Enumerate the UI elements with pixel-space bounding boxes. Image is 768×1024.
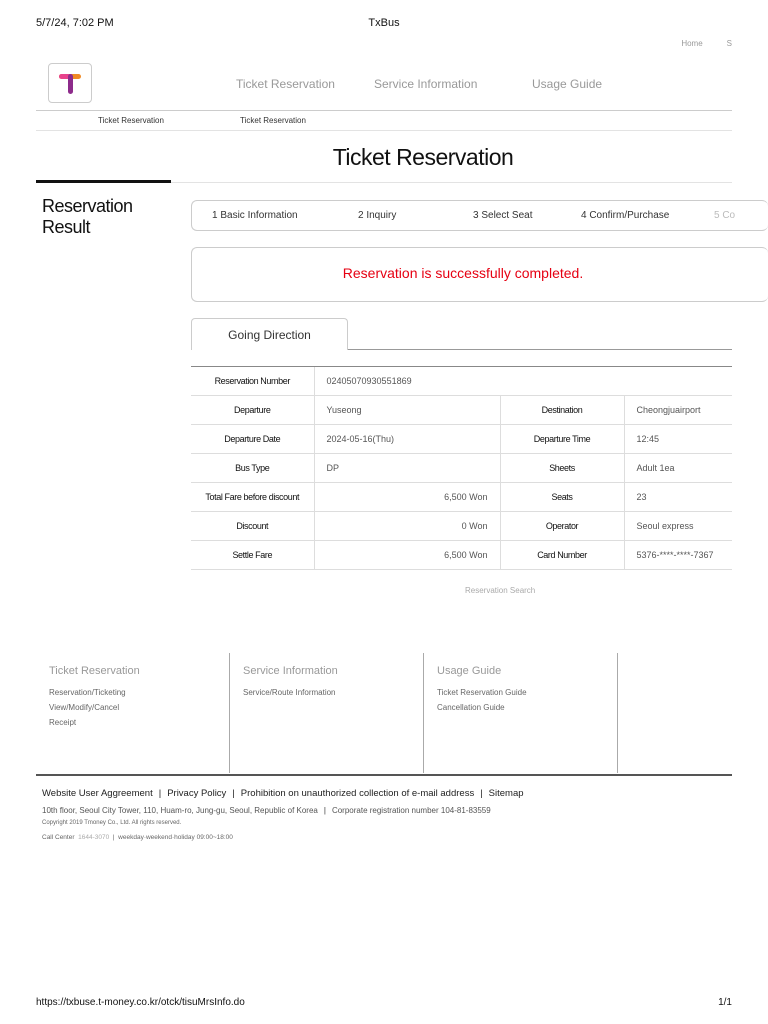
destination-label: Destination	[500, 396, 624, 425]
step-confirm-purchase: 4 Confirm/Purchase	[581, 210, 670, 221]
t-logo-icon	[56, 69, 84, 97]
divider	[36, 130, 732, 131]
table-row	[191, 541, 732, 570]
footer-column-title[interactable]: Service Information	[243, 665, 338, 677]
departure-time-value: 12:45	[624, 425, 732, 454]
reservation-number-label: Reservation Number	[191, 367, 314, 396]
sheets-label: Sheets	[500, 454, 624, 483]
page-number: 1/1	[718, 997, 732, 1008]
step-select-seat: 3 Select Seat	[473, 210, 533, 221]
util-link[interactable]: S	[726, 39, 732, 48]
footer-link[interactable]: Reservation/Ticketing	[49, 688, 126, 697]
breadcrumb-item[interactable]: Ticket Reservation	[98, 116, 164, 125]
side-title-line: Result	[42, 217, 91, 237]
home-link[interactable]: Home	[681, 39, 703, 48]
footer-column-service-information	[230, 653, 424, 773]
call-number: 1644-3070	[78, 834, 110, 841]
table-row	[191, 367, 732, 396]
operator-value: Seoul express	[624, 512, 732, 541]
side-title	[42, 196, 133, 238]
print-header	[36, 17, 732, 31]
breadcrumb-item[interactable]: Ticket Reservation	[240, 116, 306, 125]
settle-fare-label: Settle Fare	[191, 541, 314, 570]
footer-link[interactable]: Service/Route Information	[243, 688, 336, 697]
footer-column-usage-guide	[424, 653, 618, 773]
card-number-label: Card Number	[500, 541, 624, 570]
business-hours: weekday·weekend·holiday 09:00~18:00	[118, 834, 233, 841]
discount-label: Discount	[191, 512, 314, 541]
footer-link[interactable]: Receipt	[49, 718, 77, 727]
separator: |	[158, 788, 162, 799]
privacy-policy-link[interactable]: Privacy Policy	[167, 788, 227, 799]
table-row	[191, 512, 732, 541]
footer-link[interactable]: Ticket Reservation Guide	[437, 688, 527, 697]
success-message: Reservation is successfully completed.	[342, 265, 584, 281]
separator: |	[323, 806, 326, 815]
footer-column-ticket-reservation	[36, 653, 230, 773]
nav-service-information[interactable]: Service Information	[374, 77, 478, 91]
destination-value: Cheongjuairport	[624, 396, 732, 425]
main-nav	[236, 77, 602, 91]
departure-label: Departure	[191, 396, 314, 425]
reservation-search-link[interactable]: Reservation Search	[465, 586, 536, 595]
email-policy-link[interactable]: Prohibition on unauthorized collection of e-mail address	[240, 788, 475, 799]
footer-link[interactable]: Cancellation Guide	[437, 703, 505, 712]
call-label: Call Center	[42, 834, 75, 841]
call-center	[42, 834, 233, 841]
print-footer	[36, 997, 732, 1008]
seats-value: 23	[624, 483, 732, 512]
bus-type-label: Bus Type	[191, 454, 314, 483]
tab-underline	[348, 349, 732, 350]
page-title: Ticket Reservation	[332, 144, 514, 170]
sitemap-link[interactable]: Sitemap	[488, 788, 524, 799]
settle-fare-value: 6,500 Won	[314, 541, 500, 570]
card-number-value: 5376-****-****-7367	[624, 541, 732, 570]
tmoney-logo[interactable]	[48, 63, 92, 103]
departure-date-label: Departure Date	[191, 425, 314, 454]
tab-going-direction[interactable]: Going Direction	[191, 318, 348, 350]
separator: |	[111, 834, 117, 841]
step-complete: 5 Co	[714, 210, 736, 221]
table-row	[191, 425, 732, 454]
sheets-value: Adult 1ea	[624, 454, 732, 483]
breadcrumb	[98, 116, 306, 125]
result-message-box	[191, 247, 768, 302]
copyright: Copyright 2019 Tmoney Co., Ltd. All rights reserved.	[42, 820, 182, 826]
address-text: 10th floor, Seoul City Tower, 110, Huam-ro, Jung-gu, Seoul, Republic of Korea	[42, 806, 318, 815]
table-row	[191, 483, 732, 512]
side-title-bar	[36, 180, 171, 183]
step-inquiry: 2 Inquiry	[358, 210, 397, 221]
departure-time-label: Departure Time	[500, 425, 624, 454]
side-title-line: Reservation	[42, 196, 133, 216]
departure-value: Yuseong	[314, 396, 500, 425]
user-agreement-link[interactable]: Website User Aggreement	[42, 788, 153, 799]
divider	[36, 110, 732, 111]
policy-links	[42, 788, 524, 799]
operator-label: Operator	[500, 512, 624, 541]
bus-type-value: DP	[314, 454, 500, 483]
print-url: https://txbuse.t-money.co.kr/otck/tisuMrsInfo.do	[36, 997, 245, 1008]
utility-nav	[681, 39, 732, 48]
footer-link[interactable]: View/Modify/Cancel	[49, 703, 120, 712]
table-row	[191, 396, 732, 425]
footer-column-title[interactable]: Usage Guide	[437, 665, 502, 677]
nav-usage-guide[interactable]: Usage Guide	[532, 77, 603, 91]
separator: |	[232, 788, 235, 799]
table-row	[191, 454, 732, 483]
step-indicator	[191, 200, 768, 231]
footer-divider	[36, 774, 732, 776]
print-datetime: 5/7/24, 7:02 PM	[36, 17, 114, 29]
reservation-number: 02405070930551869	[314, 367, 732, 396]
departure-date-value: 2024-05-16(Thu)	[314, 425, 500, 454]
corp-registration: Corporate registration number 104-81-83559	[331, 806, 491, 815]
print-title: TxBus	[368, 17, 400, 29]
step-basic-information: 1 Basic Information	[212, 210, 298, 221]
seats-label: Seats	[500, 483, 624, 512]
nav-ticket-reservation[interactable]: Ticket Reservation	[236, 77, 335, 91]
company-address	[42, 806, 491, 815]
reservation-table	[191, 366, 732, 570]
footer-column-title[interactable]: Ticket Reservation	[49, 665, 140, 677]
footer-menu	[36, 653, 732, 773]
total-fare-value: 6,500 Won	[314, 483, 500, 512]
separator: |	[480, 788, 483, 799]
discount-value: 0 Won	[314, 512, 500, 541]
total-fare-label: Total Fare before discount	[191, 483, 314, 512]
